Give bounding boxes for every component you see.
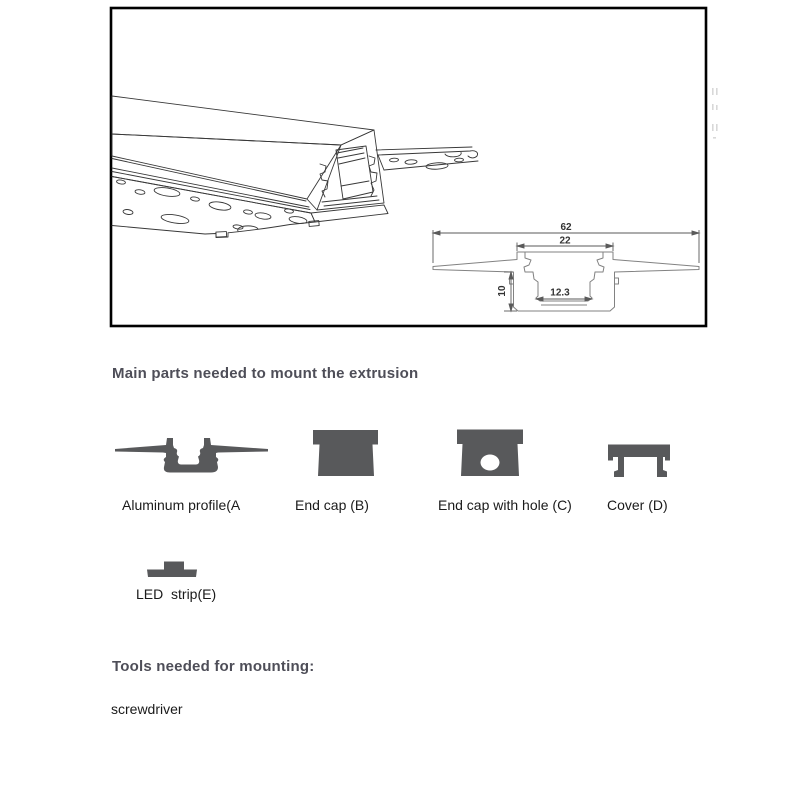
iso-channel-end bbox=[307, 130, 388, 226]
cover-icon bbox=[608, 445, 670, 478]
dim-overall-width-label: 62 bbox=[560, 222, 572, 233]
aluminum-profile-icon bbox=[115, 438, 268, 473]
isometric-view bbox=[112, 96, 478, 238]
part-label-led-strip: LED strip(E) bbox=[136, 586, 217, 602]
part-label-cover: Cover (D) bbox=[607, 497, 668, 513]
iso-top-face bbox=[112, 96, 374, 145]
end-cap-hole bbox=[481, 455, 500, 471]
parts-section-heading: Main parts needed to mount the extrusion bbox=[112, 365, 419, 382]
dim-depth-label: 10 bbox=[497, 285, 508, 297]
led-strip-icon bbox=[147, 562, 197, 578]
dim-opening-width-label: 22 bbox=[559, 235, 571, 247]
iso-right-flange bbox=[376, 147, 478, 170]
end-cap-with-hole-icon bbox=[457, 430, 523, 477]
part-label-end-cap: End cap (B) bbox=[295, 497, 369, 513]
print-artifact-marks bbox=[712, 88, 718, 139]
tool-item-screwdriver: screwdriver bbox=[111, 701, 183, 717]
tools-section-heading: Tools needed for mounting: bbox=[112, 658, 315, 675]
end-cap-icon bbox=[313, 430, 378, 476]
cross-section-profile bbox=[433, 252, 699, 311]
part-label-end-cap-with-hole: End cap with hole (C) bbox=[438, 497, 572, 513]
cross-section-view bbox=[433, 222, 699, 311]
dim-inner-width-label: 12.3 bbox=[550, 287, 570, 299]
iso-front-face bbox=[112, 134, 341, 199]
sheet-holes bbox=[116, 179, 307, 229]
part-label-aluminum-profile: Aluminum profile(A bbox=[122, 497, 241, 513]
iso-perforated-sheet bbox=[112, 177, 315, 238]
